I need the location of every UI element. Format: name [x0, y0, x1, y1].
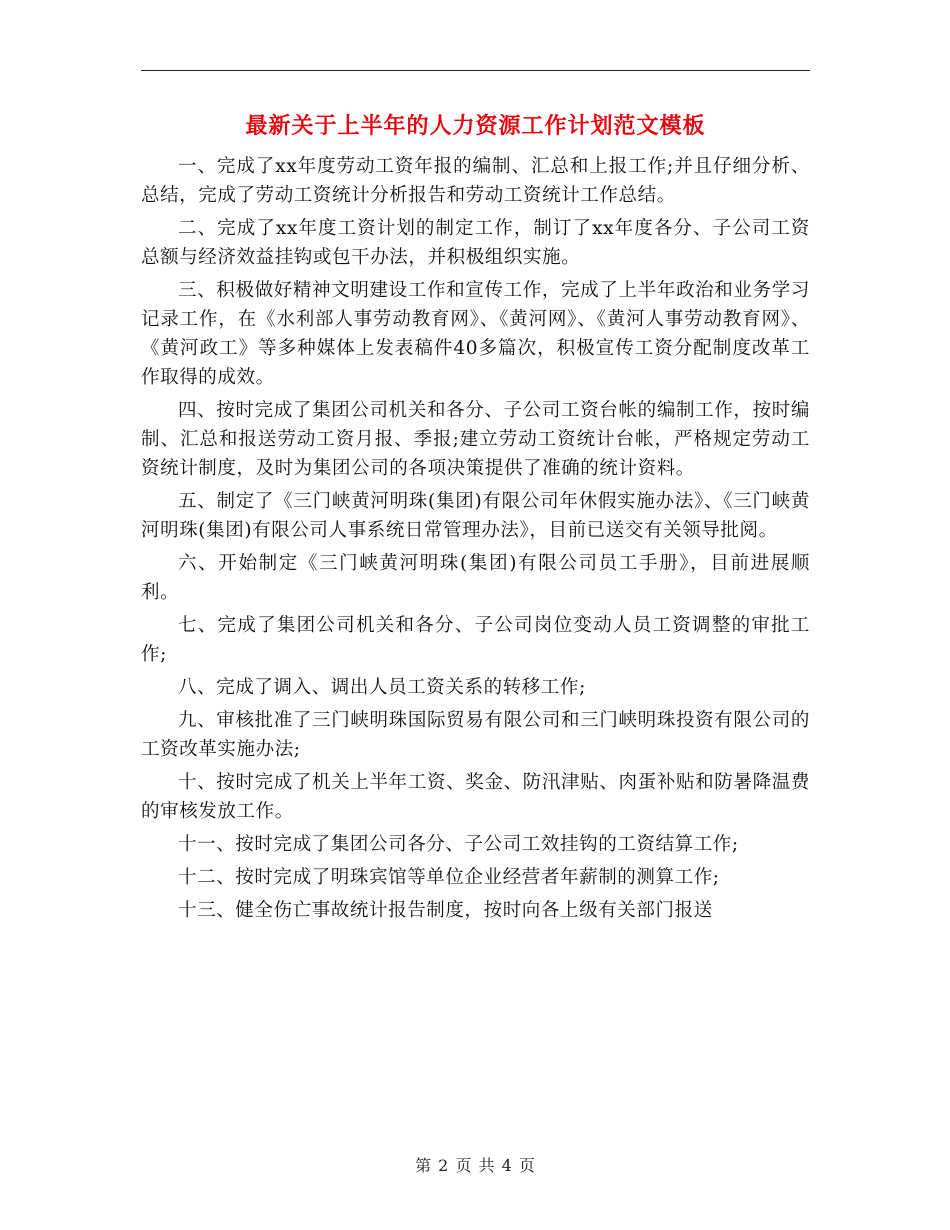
document-body: [141, 152, 810, 929]
paragraph-7: 七、完成了集团公司机关和各分、子公司岗位变动人员工资调整的审批工作;: [141, 615, 810, 665]
paragraph-12: 十二、按时完成了明珠宾馆等单位企业经营者年薪制的测算工作;: [178, 867, 720, 888]
paragraph-11: 十一、按时完成了集团公司各分、子公司工效挂钩的工资结算工作;: [178, 834, 739, 855]
paragraph-10: 十、按时完成了机关上半年工资、奖金、防汛津贴、肉蛋补贴和防暑降温费的审核发放工作。: [141, 772, 810, 822]
header-rule: [141, 70, 810, 71]
paragraph-3: 三、积极做好精神文明建设工作和宣传工作，完成了上半年政治和业务学习记录工作，在《水利部人事劳动教育网》、《黄河网》、《黄河人事劳动教育网》、《黄河政工》等多种媒体上发表稿件40多篇次，积极宣传工资分配制度改革工作取得的成效。: [141, 280, 810, 388]
paragraph-4: 四、按时完成了集团公司机关和各分、子公司工资台帐的编制工作，按时编制、汇总和报送劳动工资月报、季报;建立劳动工资统计台帐，严格规定劳动工资统计制度，及时为集团公司的各项决策提供了准确的统计资料。: [141, 400, 810, 479]
paragraph-2: 二、完成了xx年度工资计划的制定工作，制订了xx年度各分、子公司工资总额与经济效益挂钩或包干办法，并积极组织实施。: [141, 218, 810, 268]
document-title: 最新关于上半年的人力资源工作计划范文模板: [245, 113, 706, 139]
page-number-footer: 第 2 页 共 4 页: [415, 1156, 536, 1175]
paragraph-8: 八、完成了调入、调出人员工资关系的转移工作;: [178, 677, 586, 698]
paragraph-13: 十三、健全伤亡事故统计报告制度，按时向各上级有关部门报送: [178, 900, 713, 921]
paragraph-6: 六、开始制定《三门峡黄河明珠(集团)有限公司员工手册》，目前进展顺利。: [141, 553, 810, 603]
paragraph-5: 五、制定了《三门峡黄河明珠(集团)有限公司年休假实施办法》、《三门峡黄河明珠(集团)有限公司人事系统日常管理办法》，目前已送交有关领导批阅。: [141, 491, 810, 541]
paragraph-9: 九、审核批准了三门峡明珠国际贸易有限公司和三门峡明珠投资有限公司的工资改革实施办法;: [141, 710, 810, 760]
paragraph-1: 一、完成了xx年度劳动工资年报的编制、汇总和上报工作;并且仔细分析、总结，完成了劳动工资统计分析报告和劳动工资统计工作总结。: [141, 156, 810, 206]
